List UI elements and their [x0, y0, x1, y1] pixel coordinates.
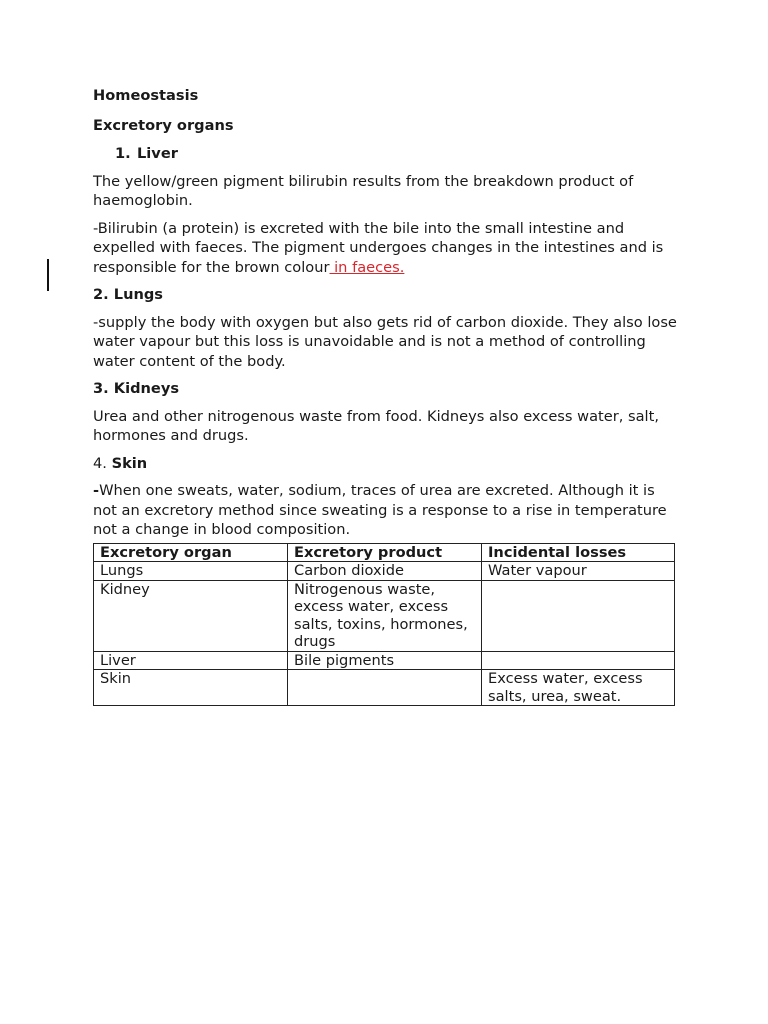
table-cell: Kidney: [94, 580, 288, 651]
skin-heading: [93, 454, 678, 474]
table-row: [94, 651, 675, 670]
table-cell: Skin: [94, 670, 288, 706]
section-title: Excretory organs: [93, 116, 234, 134]
table-cell: Excess water, excess salts, urea, sweat.: [482, 670, 675, 706]
document-title: Homeostasis: [93, 87, 199, 104]
document-page: [93, 86, 678, 706]
table-header-cell: Excretory organ: [94, 543, 288, 562]
table-row: [94, 670, 675, 706]
lungs-heading: 2. Lungs: [93, 286, 163, 303]
table-row: [94, 580, 675, 651]
kidneys-paragraph: Urea and other nitrogenous waste from food. Kidneys also excess water, salt, hormones and drugs.: [93, 407, 659, 444]
table-cell: [482, 580, 675, 651]
table-header-cell: Excretory product: [288, 543, 482, 562]
revision-bar: [47, 259, 49, 291]
skin-paragraph-text: When one sweats, water, sodium, traces of urea are excreted. Although it is not an excretory method since sweating is a response to a rise in temperature not a change in blood composition.: [93, 482, 667, 538]
liver-heading: [115, 144, 678, 164]
table-cell: [482, 651, 675, 670]
skin-paragraph: [93, 481, 678, 540]
liver-paragraph-2: [93, 219, 678, 278]
liver-paragraph-1: The yellow/green pigment bilirubin results from the breakdown product of haemoglobin.: [93, 172, 634, 209]
table-cell: Carbon dioxide: [288, 562, 482, 581]
table-cell: Bile pigments: [288, 651, 482, 670]
skin-heading-text: Skin: [111, 454, 148, 472]
kidneys-heading: 3. Kidneys: [93, 380, 180, 397]
table-header-row: [94, 543, 675, 562]
table-cell: [288, 670, 482, 706]
liver-number: 1.: [115, 145, 131, 162]
table-cell: Water vapour: [482, 562, 675, 581]
table-cell: Lungs: [94, 562, 288, 581]
lungs-paragraph: -supply the body with oxygen but also gets rid of carbon dioxide. They also lose water vapour but this loss is unavoidable and is not a method of controlling water content of the body.: [93, 313, 677, 370]
skin-number: 4.: [93, 454, 107, 472]
liver-heading-text: Liver: [137, 145, 178, 162]
tracked-insertion: in faeces.: [329, 258, 405, 276]
table-header-cell: Incidental losses: [482, 543, 675, 562]
skin-dash: -: [93, 482, 100, 499]
liver-paragraph-2-text: -Bilirubin (a protein) is excreted with the bile into the small intestine and expelled with faeces. The pigment undergoes changes in the intestines and is responsible for the brown colour: [93, 219, 664, 276]
table-cell: Nitrogenous waste, excess water, excess salts, toxins, hormones, drugs: [288, 580, 482, 651]
table-row: [94, 562, 675, 581]
table-cell: Liver: [94, 651, 288, 670]
excretory-table: [93, 543, 675, 707]
